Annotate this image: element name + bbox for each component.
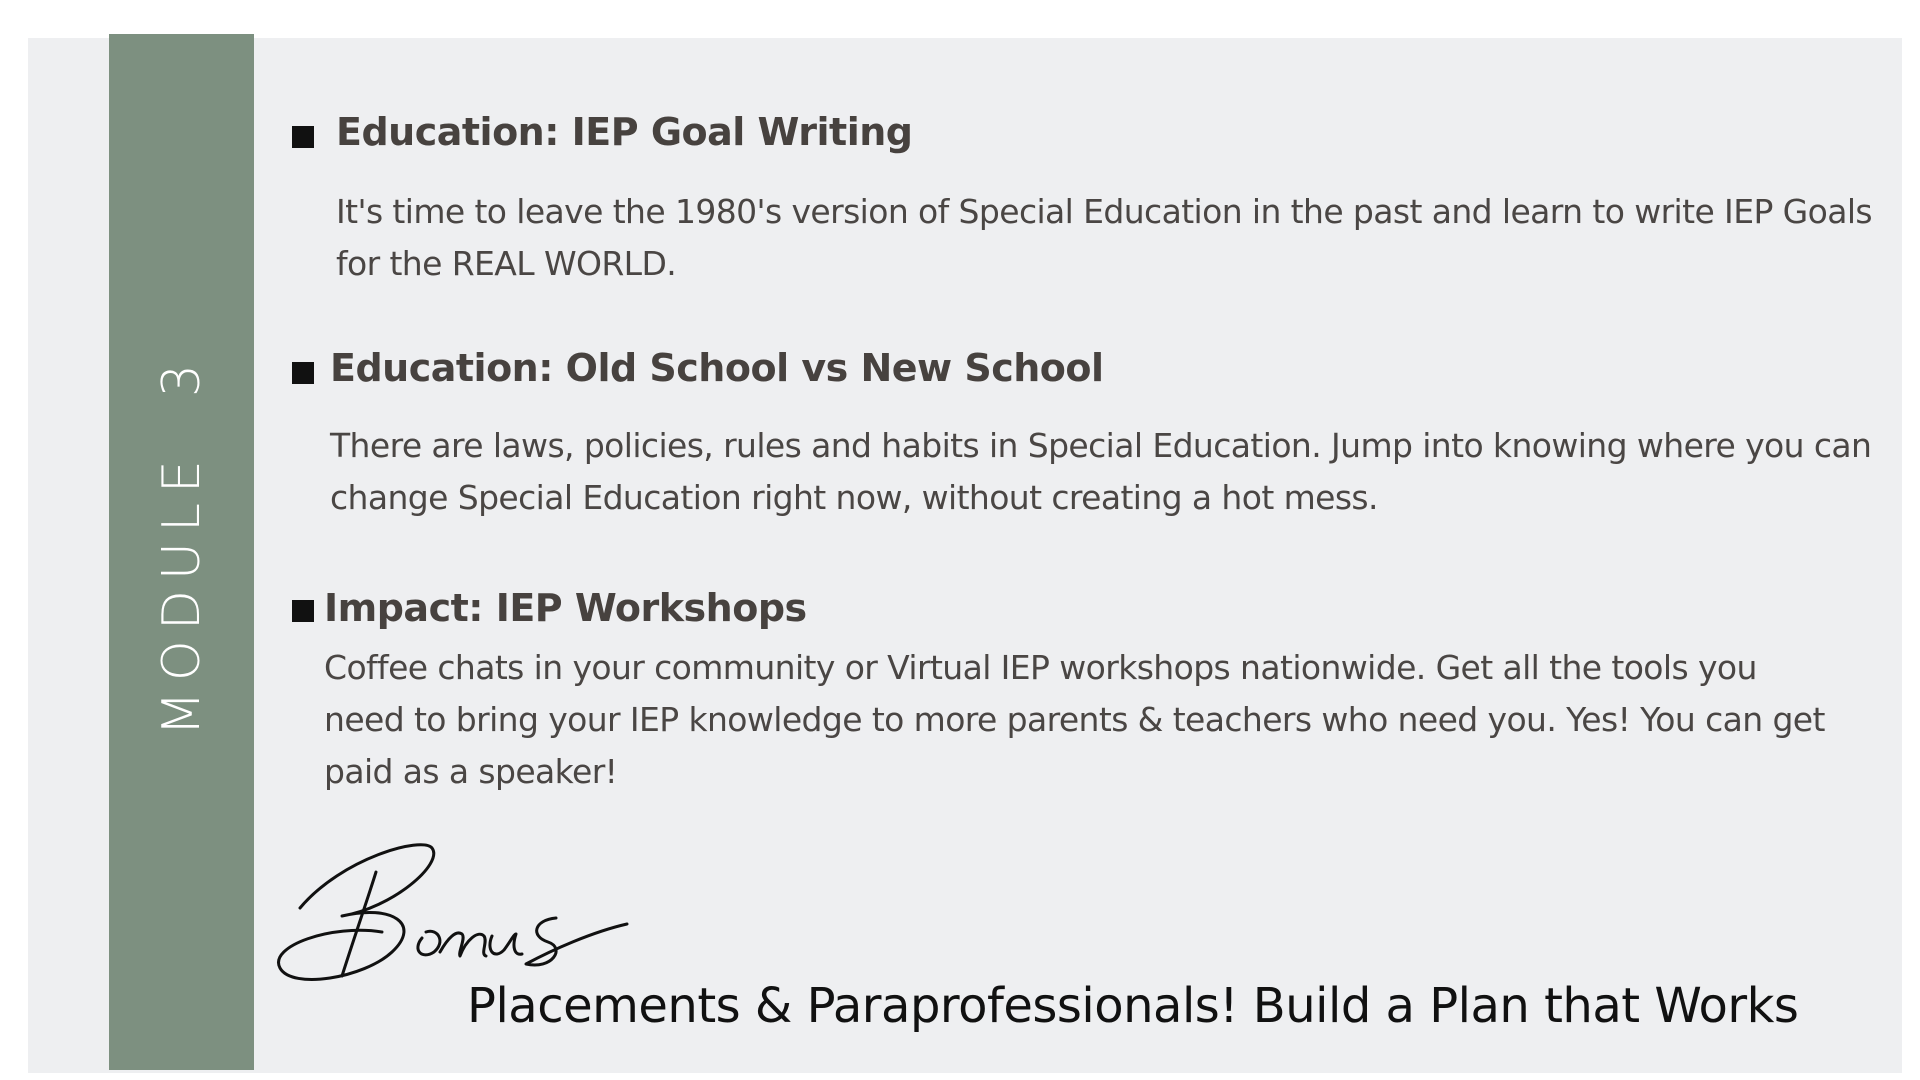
square-bullet-icon [292, 362, 314, 384]
square-bullet-icon [292, 126, 314, 148]
section-body: It's time to leave the 1980's version of Special Education in the past and learn to write IEP Goals for the REAL WORLD. [336, 192, 1872, 283]
section-heading: Education: IEP Goal Writing [336, 110, 913, 154]
square-bullet-icon [292, 600, 314, 622]
module-label: MODULE 3 [152, 354, 212, 736]
section-body: There are laws, policies, rules and habits in Special Education. Jump into knowing where you can change Special Education right now, without creating a hot mess. [330, 426, 1872, 517]
section-heading: Education: Old School vs New School [330, 346, 1104, 390]
section-body: Coffee chats in your community or Virtual IEP workshops nationwide. Get all the tools you need to bring your IEP knowledge to more parents & teachers who need you. Yes! You can get paid as a speaker! [324, 648, 1825, 791]
bonus-script-logo [272, 828, 632, 998]
bonus-tagline: Placements & Paraprofessionals! Build a Plan that Works [467, 978, 1799, 1034]
section-heading: Impact: IEP Workshops [324, 586, 807, 630]
